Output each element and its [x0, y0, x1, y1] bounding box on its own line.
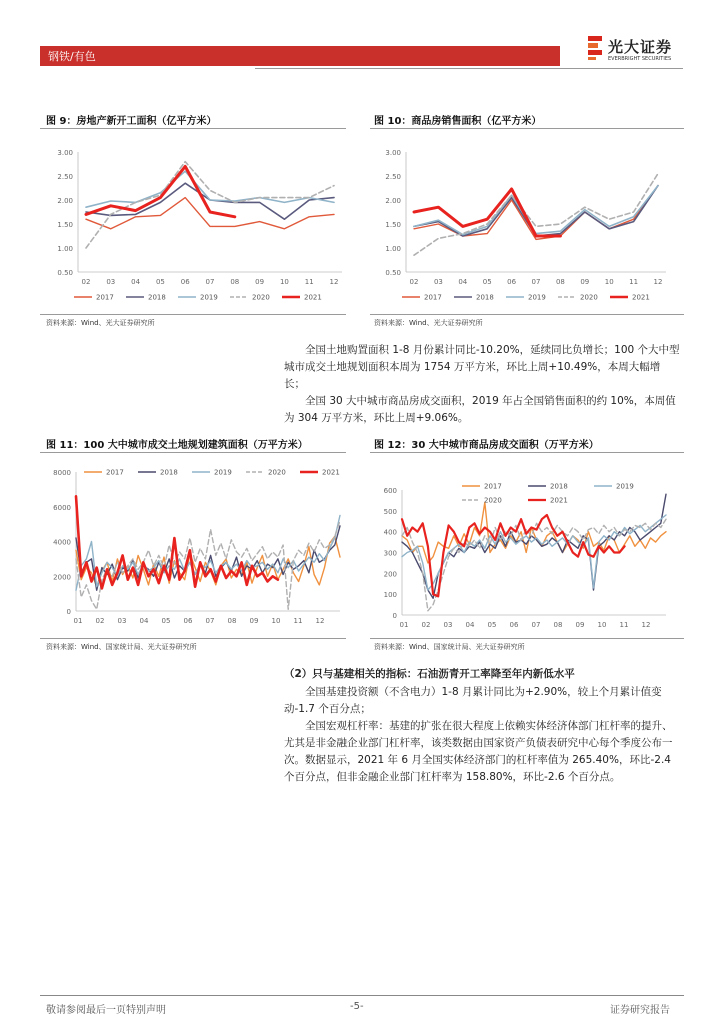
- figure-11-chart: [40, 462, 350, 636]
- legend-label-2021: 2021: [322, 468, 340, 477]
- x-tick-label: 03: [443, 621, 453, 629]
- x-tick-label: 06: [509, 621, 519, 629]
- legend-label-2018: 2018: [550, 482, 568, 491]
- figure-9-title: 图 9：房地产新开工面积（亿平方米）: [46, 116, 217, 127]
- x-tick-label: 03: [433, 278, 443, 286]
- series-line-2019: [86, 171, 334, 207]
- footer-disclaimer: 敬请参阅最后一页特别声明: [46, 1005, 166, 1016]
- x-tick-label: 04: [465, 621, 475, 629]
- y-tick-label: 8000: [53, 469, 71, 477]
- x-tick-label: 06: [180, 278, 190, 286]
- series-line-2021: [76, 496, 278, 588]
- x-tick-label: 09: [249, 617, 259, 625]
- y-tick-label: 0: [66, 608, 71, 616]
- brand-logo: [588, 32, 688, 68]
- legend-label-2018: 2018: [476, 293, 494, 302]
- legend-label-2021: 2021: [632, 293, 650, 302]
- x-tick-label: 10: [604, 278, 614, 286]
- x-tick-label: 07: [531, 278, 541, 286]
- x-tick-label: 02: [95, 617, 105, 625]
- y-tick-label: 3.00: [57, 149, 73, 157]
- x-tick-label: 07: [205, 278, 215, 286]
- figure-11-bottom-rule: [40, 638, 346, 639]
- y-tick-label: 4000: [53, 538, 71, 547]
- paragraph-housing: 全国 30 大中城市商品房成交面积，2019 年占全国销售面积的约 10%，本周值为 304 万平方米，环比上周+9.06%。: [284, 395, 676, 424]
- legend-label-2017: 2017: [96, 293, 114, 302]
- x-tick-label: 10: [271, 617, 281, 625]
- figure-11-source: 资料来源：Wind、国家统计局、光大证券研究所: [46, 643, 197, 651]
- y-tick-label: 300: [383, 549, 397, 558]
- y-tick-label: 500: [383, 507, 397, 516]
- y-tick-label: 1.00: [385, 245, 401, 253]
- x-tick-label: 02: [421, 621, 431, 629]
- x-tick-label: 03: [117, 617, 127, 625]
- x-tick-label: 04: [458, 278, 468, 286]
- x-tick-label: 08: [555, 278, 565, 286]
- figure-12-bottom-rule: [370, 638, 684, 639]
- legend-label-2017: 2017: [106, 468, 124, 477]
- legend-label-2018: 2018: [148, 293, 166, 302]
- y-tick-label: 100: [383, 591, 397, 600]
- figure-12-chart: [370, 470, 684, 630]
- legend-label-2019: 2019: [200, 293, 218, 302]
- x-tick-label: 06: [507, 278, 517, 286]
- y-tick-label: 3.00: [385, 149, 401, 157]
- figure-12-source: 资料来源：Wind、国家统计局、光大证券研究所: [374, 643, 525, 651]
- y-tick-label: 1.50: [57, 221, 73, 229]
- x-tick-label: 10: [279, 278, 289, 286]
- paragraph-infra-investment: 全国基建投资额（不含电力）1-8 月累计同比为+2.90%，较上个月累计值变动-1.7 个百分点；: [284, 686, 662, 715]
- y-tick-label: 0: [392, 612, 397, 620]
- header-divider: [255, 68, 683, 69]
- x-tick-label: 06: [183, 617, 193, 625]
- x-tick-label: 12: [315, 617, 325, 625]
- x-tick-label: 12: [641, 621, 651, 629]
- paragraph-land: 全国土地购置面积 1-8 月份累计同比-10.20%，延续同比负增长；100 个大中型城市成交土地规划面积本周为 1754 万平方米，环比上周+10.49%，本周大幅增长；: [284, 344, 680, 390]
- footer-report-type: 证券研究报告: [610, 1005, 670, 1016]
- everbright-logo-icon: [588, 36, 602, 60]
- footer-divider: [40, 995, 684, 996]
- figure-9-top-rule: [40, 128, 346, 129]
- x-tick-label: 02: [409, 278, 419, 286]
- series-line-2018: [402, 494, 666, 598]
- y-tick-label: 2.00: [385, 197, 401, 205]
- x-tick-label: 09: [580, 278, 590, 286]
- figure-11-title: 图 11：100 大中城市成交土地规划建筑面积（万平方米）: [46, 440, 308, 451]
- series-line-2020: [86, 162, 334, 248]
- x-tick-label: 03: [106, 278, 116, 286]
- x-tick-label: 07: [531, 621, 541, 629]
- series-line-2020: [414, 174, 658, 256]
- x-tick-label: 09: [255, 278, 265, 286]
- section-banner: [40, 46, 560, 66]
- x-tick-label: 01: [399, 621, 409, 629]
- legend-label-2019: 2019: [616, 482, 634, 491]
- figure-11-top-rule: [40, 452, 346, 453]
- x-tick-label: 11: [619, 621, 629, 629]
- x-tick-label: 04: [131, 278, 141, 286]
- paragraph-leverage: 全国宏观杠杆率：基建的扩张在很大程度上依赖实体经济体部门杠杆率的提升、尤其是非金融企业部门杠杆率，该类数据由国家资产负债表研究中心每个季度公布一次。数据显示，2021 年 6 月全国实体经济部门的杠杆率值为 265.40%，环比-2.4 个百分点，但非金融企业部门杠杆率为 158.80%，环比-2.6 个百分点。: [284, 720, 673, 783]
- y-tick-label: 2.50: [385, 173, 401, 181]
- page-number: -5-: [350, 1001, 364, 1012]
- x-tick-label: 12: [329, 278, 339, 286]
- legend-label-2018: 2018: [160, 468, 178, 477]
- x-tick-label: 11: [304, 278, 314, 286]
- y-tick-label: 2000: [53, 573, 71, 582]
- x-tick-label: 01: [73, 617, 83, 625]
- figure-10-bottom-rule: [370, 314, 684, 315]
- figure-12-title: 图 12：30 大中城市商品房成交面积（万平方米）: [374, 440, 599, 451]
- section-label: 钢铁/有色: [48, 50, 96, 63]
- y-tick-label: 200: [383, 570, 397, 579]
- legend-label-2020: 2020: [268, 468, 286, 477]
- figure-9-chart: [40, 140, 350, 312]
- series-line-2018: [414, 186, 658, 236]
- y-tick-label: 0.50: [57, 269, 73, 277]
- legend-label-2020: 2020: [580, 293, 598, 302]
- figure-12-top-rule: [370, 452, 684, 453]
- y-tick-label: 600: [383, 487, 397, 495]
- x-tick-label: 10: [597, 621, 607, 629]
- x-tick-label: 05: [155, 278, 165, 286]
- x-tick-label: 09: [575, 621, 585, 629]
- series-line-2017: [414, 186, 658, 240]
- legend-label-2017: 2017: [424, 293, 442, 302]
- y-tick-label: 2.50: [57, 173, 73, 181]
- legend-label-2021: 2021: [550, 496, 568, 505]
- figure-9-source: 资料来源：Wind、光大证券研究所: [46, 319, 155, 327]
- legend-label-2017: 2017: [484, 482, 502, 491]
- legend-label-2020: 2020: [252, 293, 270, 302]
- y-tick-label: 0.50: [385, 269, 401, 277]
- series-line-2018: [76, 526, 340, 590]
- legend-label-2019: 2019: [528, 293, 546, 302]
- x-tick-label: 08: [227, 617, 237, 625]
- figure-10-chart: [370, 140, 684, 312]
- figure-10-source: 资料来源：Wind、光大证券研究所: [374, 319, 483, 327]
- series-line-2019: [414, 186, 658, 235]
- y-tick-label: 6000: [53, 503, 71, 512]
- y-tick-label: 2.00: [57, 197, 73, 205]
- legend-label-2019: 2019: [214, 468, 232, 477]
- figure-9-bottom-rule: [40, 314, 346, 315]
- y-tick-label: 1.00: [57, 245, 73, 253]
- logo-text-en: EVERBRIGHT SECURITIES: [608, 56, 672, 62]
- logo-text-cn: 光大证券: [608, 38, 673, 56]
- x-tick-label: 02: [81, 278, 91, 286]
- legend-label-2020: 2020: [484, 496, 502, 505]
- figure-10-top-rule: [370, 128, 684, 129]
- x-tick-label: 12: [653, 278, 663, 286]
- x-tick-label: 05: [487, 621, 497, 629]
- x-tick-label: 11: [293, 617, 303, 625]
- x-tick-label: 08: [553, 621, 563, 629]
- x-tick-label: 08: [230, 278, 240, 286]
- x-tick-label: 07: [205, 617, 215, 625]
- y-tick-label: 1.50: [385, 221, 401, 229]
- section-heading-infrastructure: （2）只与基建相关的指标：石油沥青开工率降至年内新低水平: [284, 668, 575, 680]
- y-tick-label: 400: [383, 528, 397, 537]
- x-tick-label: 11: [629, 278, 639, 286]
- x-tick-label: 05: [482, 278, 492, 286]
- x-tick-label: 04: [139, 617, 149, 625]
- figure-10-title: 图 10：商品房销售面积（亿平方米）: [374, 116, 542, 127]
- x-tick-label: 05: [161, 617, 171, 625]
- legend-label-2021: 2021: [304, 293, 322, 302]
